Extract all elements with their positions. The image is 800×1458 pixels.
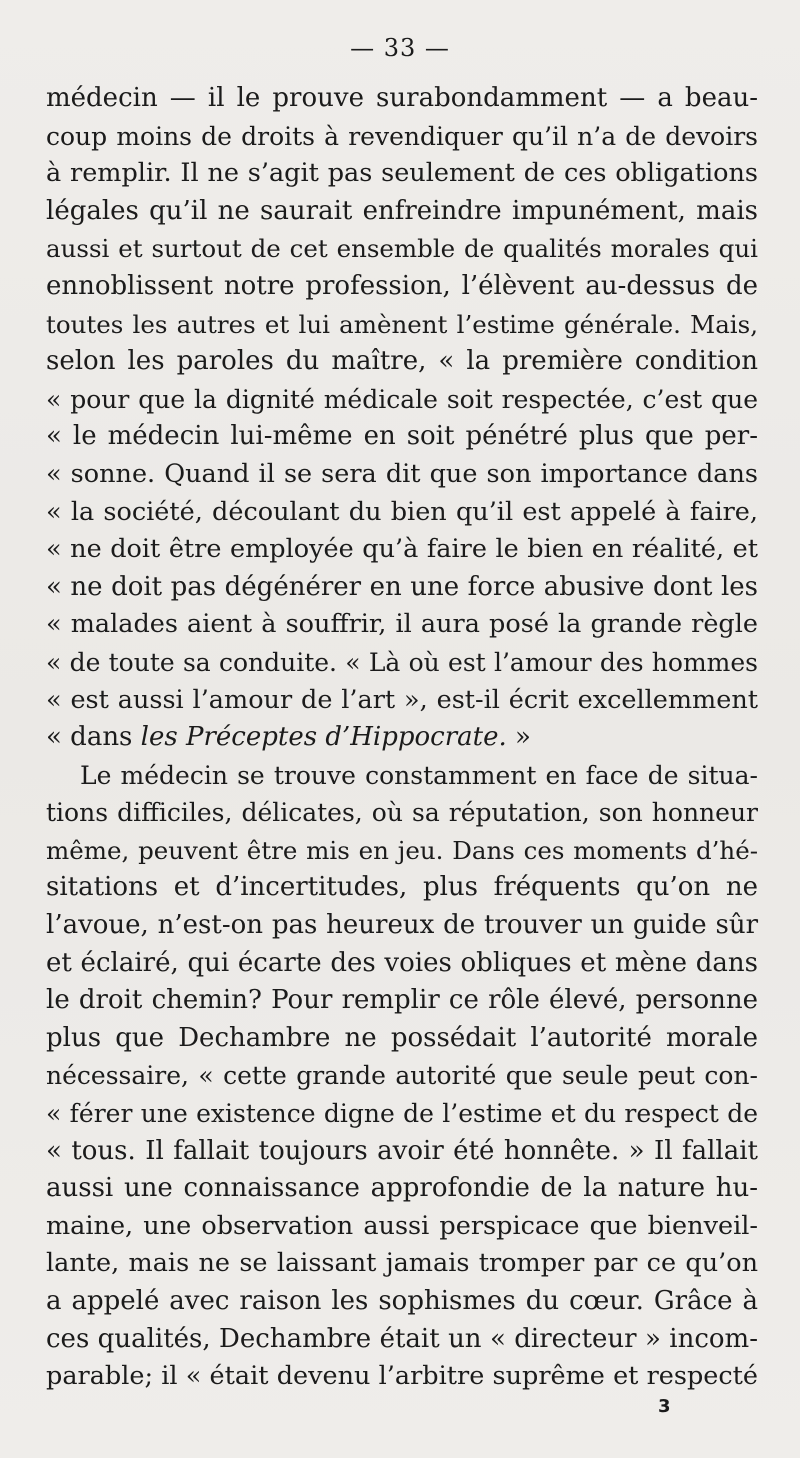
text-line-content: « ne doit être employée qu’à faire le bien en réalité, et — [46, 534, 758, 565]
text-line-content: selon les paroles du maître, « la première condition — [46, 346, 758, 377]
text-line-content: tions difficiles, délicates, où sa réputation, son honneur — [46, 798, 758, 828]
text-line-content: « le médecin lui-même en soit pénétré plus que per- — [46, 421, 758, 452]
closing-quote: » — [506, 722, 531, 753]
text-line-content: le droit chemin? Pour remplir ce rôle élevé, personne — [46, 985, 758, 1016]
text-line — [46, 1245, 758, 1283]
text-line — [46, 945, 758, 983]
text-line — [46, 456, 758, 494]
text-line — [46, 719, 758, 757]
text-line-content: « malades aient à souffrir, il aura posé la grande règle — [46, 609, 758, 640]
text-line — [46, 1321, 758, 1359]
text-line-content: « tous. Il fallait toujours avoir été honnête. » Il fallait — [46, 1135, 758, 1166]
text-line-content: « ne doit pas dégénérer en une force abusive dont les — [46, 571, 758, 602]
text-line — [46, 1057, 758, 1095]
text-line-content: sitations et d’incertitudes, plus fréquents qu’on ne — [46, 872, 758, 903]
text-line — [46, 982, 758, 1020]
text-line — [46, 832, 758, 870]
text-line — [46, 569, 758, 607]
text-line-content: nécessaire, « cette grande autorité que seule peut con- — [46, 1061, 758, 1091]
text-line-content: l’avoue, n’est-on pas heureux de trouver un guide sûr — [46, 910, 758, 941]
text-line-content: lante, mais ne se laissant jamais tromper par ce qu’on — [46, 1248, 758, 1279]
text-line-content: plus que Dechambre ne possédait l’autorité morale — [46, 1022, 758, 1053]
body-text — [46, 80, 758, 1396]
text-line — [46, 1095, 758, 1133]
text-line-content: Le médecin se trouve constamment en face de situa- — [80, 760, 758, 790]
text-line — [46, 494, 758, 532]
italic-title: les Préceptes d’Hippocrate. — [140, 722, 507, 753]
text-line-content: « la société, découlant du bien qu’il est appelé à faire, — [46, 496, 758, 527]
text-line — [46, 381, 758, 419]
text-line-content: a appelé avec raison les sophismes du cœur. Grâce à — [46, 1286, 758, 1316]
text-line — [46, 80, 758, 118]
text-line — [46, 343, 758, 381]
text-line — [46, 268, 758, 306]
text-line-content: « dans — [46, 722, 141, 753]
text-line-content: « sonne. Quand il se sera dit que son importance dans — [46, 458, 758, 489]
text-line-content: « est aussi l’amour de l’art », est-il écrit excellemment — [46, 684, 758, 715]
text-line — [46, 794, 758, 832]
text-line — [46, 230, 758, 268]
text-line-content: toutes les autres et lui amènent l’estime générale. Mais, — [46, 309, 758, 339]
text-line — [46, 907, 758, 945]
text-line — [46, 118, 758, 156]
text-line-content: « férer une existence digne de l’estime et du respect de — [46, 1099, 758, 1129]
text-line-content: aussi et surtout de cet ensemble de qualités morales qui — [46, 234, 758, 264]
text-line — [46, 1020, 758, 1058]
text-line — [46, 1133, 758, 1171]
text-line — [46, 155, 758, 193]
text-line — [46, 1208, 758, 1246]
text-line — [46, 1170, 758, 1208]
text-line-content: médecin — il le prouve surabondamment — a beau- — [46, 83, 758, 113]
text-line — [46, 193, 758, 231]
text-line-content: à remplir. Il ne s’agit pas seulement de ces obligations — [46, 158, 758, 189]
text-line-content: et éclairé, qui écarte des voies obliques et mène dans — [46, 947, 758, 978]
text-line-content: même, peuvent être mis en jeu. Dans ces moments d’hé- — [46, 835, 758, 865]
text-line — [46, 757, 758, 795]
text-line-content: parable; il « était devenu l’arbitre suprême et respecté — [46, 1361, 758, 1392]
text-line-content: « de toute sa conduite. « Là où est l’amour des hommes — [46, 647, 758, 677]
text-line-content: coup moins de droits à revendiquer qu’il n’a de devoirs — [46, 121, 758, 151]
text-line — [46, 531, 758, 569]
text-line-content: ennoblissent notre profession, l’élèvent au-dessus de — [46, 270, 758, 301]
text-line-content: « pour que la dignité médicale soit respectée, c’est que — [46, 384, 758, 414]
text-line — [46, 644, 758, 682]
text-line — [46, 682, 758, 720]
text-line — [46, 606, 758, 644]
text-line-content: ces qualités, Dechambre était un « directeur » incom- — [46, 1323, 758, 1354]
text-line — [46, 869, 758, 907]
text-line — [46, 418, 758, 456]
signature-mark: 3 — [658, 1396, 671, 1417]
text-line-content: légales qu’il ne saurait enfreindre impunément, mais — [46, 195, 758, 226]
text-line-content: maine, une observation aussi perspicace que bienveil- — [46, 1210, 758, 1241]
text-line-content: aussi une connaissance approfondie de la nature hu- — [46, 1173, 758, 1204]
text-line — [46, 1358, 758, 1396]
page-number: — 33 — — [350, 34, 450, 62]
text-line — [46, 1283, 758, 1321]
text-line — [46, 306, 758, 344]
